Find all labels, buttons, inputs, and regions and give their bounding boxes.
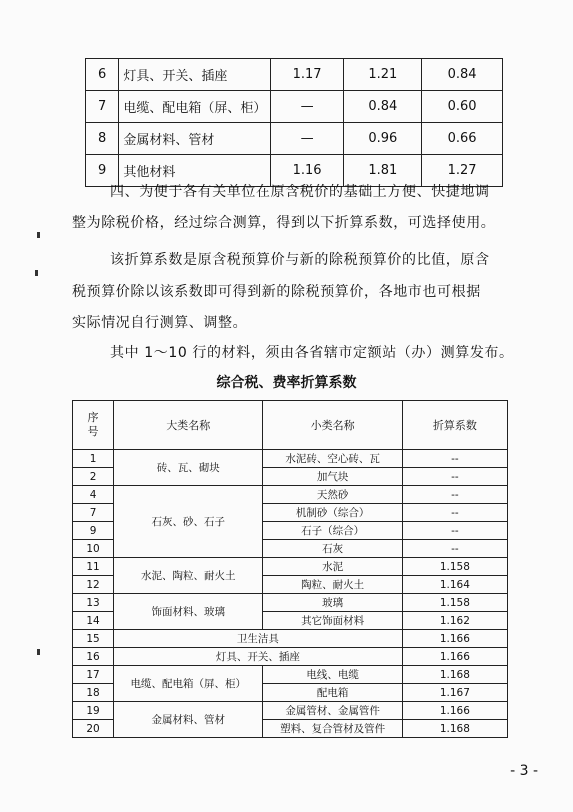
cell-v2: 0.84 bbox=[344, 91, 422, 123]
cell-v2: 0.96 bbox=[344, 123, 422, 155]
category-name: 灯具、开关、插座 bbox=[114, 648, 403, 666]
cell-v3: 1.27 bbox=[422, 155, 503, 187]
cell-name: 电缆、配电箱（屏、柜） bbox=[119, 91, 270, 123]
table-header-row bbox=[73, 401, 508, 450]
category-name: 金属材料、管材 bbox=[114, 702, 263, 738]
category-name: 砖、瓦、砌块 bbox=[114, 450, 263, 486]
header-subcategory: 小类名称 bbox=[263, 401, 402, 450]
table-row bbox=[73, 666, 508, 684]
factor-value: 1.166 bbox=[402, 702, 507, 720]
table-row bbox=[73, 450, 508, 468]
factor-value: -- bbox=[402, 540, 507, 558]
table-row bbox=[73, 702, 508, 720]
row-number: 2 bbox=[73, 468, 114, 486]
cell-v3: 0.60 bbox=[422, 91, 503, 123]
row-number: 13 bbox=[73, 594, 114, 612]
subcategory-name: 塑料、复合管材及管件 bbox=[263, 720, 402, 738]
category-name: 卫生洁具 bbox=[114, 630, 403, 648]
row-number: 14 bbox=[73, 612, 114, 630]
table-title: 综合税、费率折算系数 bbox=[216, 375, 357, 391]
header-no: 序 号 bbox=[73, 401, 114, 450]
subcategory-name: 水泥砖、空心砖、瓦 bbox=[263, 450, 402, 468]
subcategory-name: 石子（综合） bbox=[263, 522, 402, 540]
cell-v1: 1.17 bbox=[270, 59, 344, 91]
subcategory-name: 加气块 bbox=[263, 468, 402, 486]
subcategory-name: 机制砂（综合） bbox=[263, 504, 402, 522]
table-row bbox=[73, 630, 508, 648]
factor-value: 1.158 bbox=[402, 594, 507, 612]
paragraph-2-line-2: 税预算价除以该系数即可得到新的除税预算价，各地市也可根据 bbox=[72, 284, 481, 300]
table-row bbox=[86, 91, 503, 123]
cell-v1: 1.16 bbox=[270, 155, 344, 187]
top-table bbox=[85, 58, 503, 187]
category-name: 电缆、配电箱（屏、柜） bbox=[114, 666, 263, 702]
category-name: 石灰、砂、石子 bbox=[114, 486, 263, 558]
factor-value: -- bbox=[402, 504, 507, 522]
factor-value: -- bbox=[402, 468, 507, 486]
row-number: 17 bbox=[73, 666, 114, 684]
rate-factor-table bbox=[72, 400, 508, 738]
row-number: 20 bbox=[73, 720, 114, 738]
cell-no: 9 bbox=[86, 155, 119, 187]
subcategory-name: 其它饰面材料 bbox=[263, 612, 402, 630]
paragraph-2-line-1: 该折算系数是原含税预算价与新的除税预算价的比值，原含 bbox=[110, 252, 490, 268]
row-number: 4 bbox=[73, 486, 114, 504]
subcategory-name: 水泥 bbox=[263, 558, 402, 576]
factor-value: 1.166 bbox=[402, 648, 507, 666]
table-row bbox=[73, 594, 508, 612]
cell-v2: 1.21 bbox=[344, 59, 422, 91]
paragraph-1-line-1: 四、为便于各有关单位在原含税价的基础上方便、快捷地调 bbox=[110, 184, 490, 200]
row-number: 18 bbox=[73, 684, 114, 702]
factor-value: 1.168 bbox=[402, 666, 507, 684]
row-number: 7 bbox=[73, 504, 114, 522]
category-name: 水泥、陶粒、耐火土 bbox=[114, 558, 263, 594]
factor-value: -- bbox=[402, 450, 507, 468]
subcategory-name: 天然砂 bbox=[263, 486, 402, 504]
paragraph-1-line-2: 整为除税价格，经过综合测算，得到以下折算系数，可选择使用。 bbox=[72, 215, 496, 231]
cell-name: 灯具、开关、插座 bbox=[119, 59, 270, 91]
cell-no: 7 bbox=[86, 91, 119, 123]
category-name: 饰面材料、玻璃 bbox=[114, 594, 263, 630]
factor-value: -- bbox=[402, 522, 507, 540]
factor-value: 1.166 bbox=[402, 630, 507, 648]
paragraph-3-line-1: 其中 1～10 行的材料，须由各省辖市定额站（办）测算发布。 bbox=[110, 345, 514, 361]
factor-value: 1.167 bbox=[402, 684, 507, 702]
row-number: 12 bbox=[73, 576, 114, 594]
scan-speck bbox=[37, 232, 40, 238]
table-row bbox=[86, 123, 503, 155]
row-number: 10 bbox=[73, 540, 114, 558]
subcategory-name: 石灰 bbox=[263, 540, 402, 558]
subcategory-name: 电线、电缆 bbox=[263, 666, 402, 684]
cell-no: 8 bbox=[86, 123, 119, 155]
factor-value: 1.168 bbox=[402, 720, 507, 738]
cell-v2: 1.81 bbox=[344, 155, 422, 187]
factor-value: 1.158 bbox=[402, 558, 507, 576]
scan-speck bbox=[37, 649, 40, 655]
cell-v3: 0.84 bbox=[422, 59, 503, 91]
row-number: 11 bbox=[73, 558, 114, 576]
factor-value: -- bbox=[402, 486, 507, 504]
row-number: 9 bbox=[73, 522, 114, 540]
table-row bbox=[73, 558, 508, 576]
factor-value: 1.162 bbox=[402, 612, 507, 630]
cell-v1: — bbox=[270, 123, 344, 155]
table-row bbox=[73, 486, 508, 504]
cell-name: 金属材料、管材 bbox=[119, 123, 270, 155]
row-number: 15 bbox=[73, 630, 114, 648]
cell-v1: — bbox=[270, 91, 344, 123]
subcategory-name: 玻璃 bbox=[263, 594, 402, 612]
subcategory-name: 配电箱 bbox=[263, 684, 402, 702]
factor-value: 1.164 bbox=[402, 576, 507, 594]
page-number: - 3 - bbox=[510, 763, 538, 779]
cell-name: 其他材料 bbox=[119, 155, 270, 187]
row-number: 1 bbox=[73, 450, 114, 468]
cell-v3: 0.66 bbox=[422, 123, 503, 155]
row-number: 19 bbox=[73, 702, 114, 720]
header-factor: 折算系数 bbox=[402, 401, 507, 450]
table-row bbox=[86, 59, 503, 91]
header-category: 大类名称 bbox=[114, 401, 263, 450]
paragraph-2-line-3: 实际情况自行测算、调整。 bbox=[72, 315, 248, 331]
subcategory-name: 陶粒、耐火土 bbox=[263, 576, 402, 594]
subcategory-name: 金属管材、金属管件 bbox=[263, 702, 402, 720]
cell-no: 6 bbox=[86, 59, 119, 91]
scan-speck bbox=[35, 270, 38, 276]
row-number: 16 bbox=[73, 648, 114, 666]
table-row bbox=[73, 648, 508, 666]
